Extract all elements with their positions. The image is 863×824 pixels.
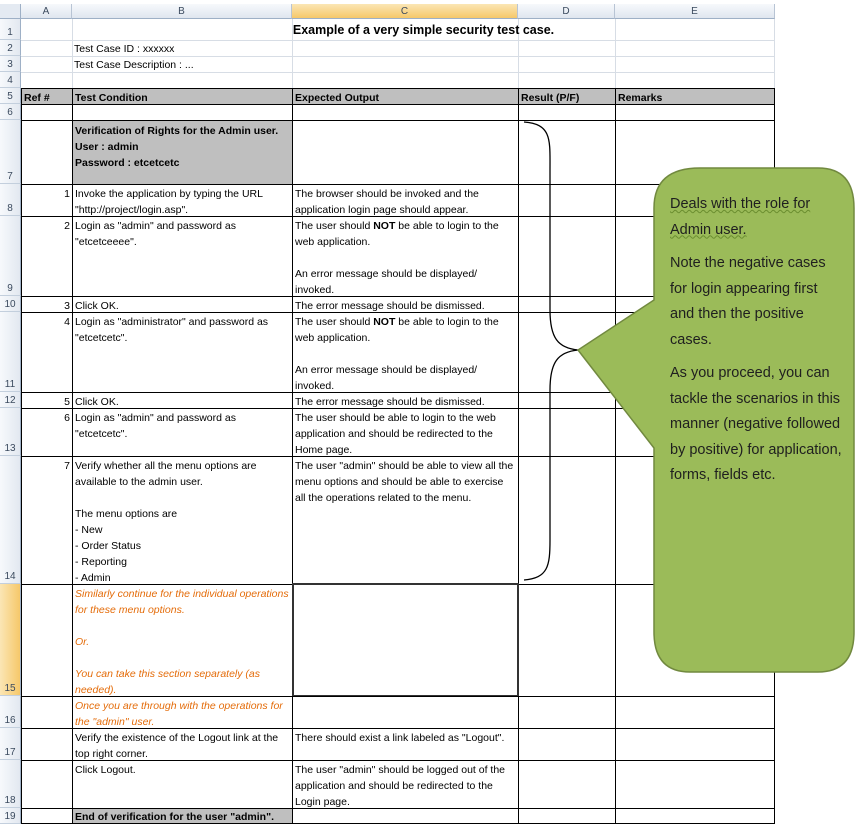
column-header-b[interactable]: B — [72, 4, 292, 19]
expected-text: The user should — [295, 220, 374, 232]
row-header[interactable]: 5 — [0, 88, 21, 104]
row-header[interactable]: 1 — [0, 19, 21, 40]
step-condition[interactable]: Verify whether all the menu options are available to the admin user. The menu options are - New - Order Status - Reporting - Admin — [72, 456, 293, 585]
header-remarks[interactable]: Remarks — [615, 88, 775, 105]
column-header-d[interactable]: D — [518, 4, 615, 19]
row-header[interactable]: 6 — [0, 104, 21, 120]
row-header[interactable]: 3 — [0, 56, 21, 72]
row-header[interactable]: 15 — [0, 584, 21, 696]
step-expected[interactable]: The error message should be dismissed. — [292, 296, 519, 313]
row-header[interactable]: 17 — [0, 728, 21, 760]
row-header[interactable]: 16 — [0, 696, 21, 728]
end-verification[interactable]: End of verification for the user "admin". — [72, 808, 293, 824]
click-logout-condition[interactable]: Click Logout. — [72, 760, 293, 809]
step-expected[interactable]: The error message should be dismissed. — [292, 392, 519, 409]
row-header[interactable]: 19 — [0, 808, 21, 824]
step-ref[interactable]: 5 — [21, 392, 73, 409]
expected-text: be able to login to the web application. An error message should be displayed/ invoked. — [295, 220, 499, 296]
callout-paragraph-2: Note the negative cases for login appearing first and then the positive cases. — [670, 255, 826, 348]
step-ref[interactable]: 2 — [21, 216, 73, 297]
step-condition[interactable]: Invoke the application by typing the URL "http://project/login.asp". — [72, 184, 293, 217]
header-result[interactable]: Result (P/F) — [518, 88, 616, 105]
section-admin[interactable]: Verification of Rights for the Admin user. User : admin Password : etcetcetc — [72, 120, 293, 185]
expected-text: be able to login to the web application. An error message should be displayed/ invoked. — [295, 316, 499, 392]
curly-brace — [524, 122, 578, 580]
logout-link-expected[interactable]: There should exist a link labeled as "Logout". — [292, 728, 519, 761]
row-header[interactable]: 18 — [0, 760, 21, 808]
column-header-c[interactable]: C — [292, 4, 518, 19]
click-logout-expected[interactable]: The user "admin" should be logged out of the application and should be redirected to the Login page. — [292, 760, 519, 809]
step-condition[interactable]: Click OK. — [72, 392, 293, 409]
step-expected[interactable]: The user "admin" should be able to view all the menu options and should be able to exercise all the operations related to the menu. — [292, 456, 519, 585]
continue-note[interactable]: Similarly continue for the individual operations for these menu options. Or. You can take this section separately (as needed). — [72, 584, 293, 697]
callout-paragraph-3: As you proceed, you can tackle the scenarios in this manner (negative followed by positive) for application, forms, fields etc. — [670, 365, 842, 483]
column-header-e[interactable]: E — [615, 4, 775, 19]
test-case-id[interactable]: Test Case ID : xxxxxx — [74, 43, 175, 55]
row-header[interactable]: 13 — [0, 408, 21, 456]
row-header[interactable]: 12 — [0, 392, 21, 408]
step-condition[interactable]: Login as "admin" and password as "etcetcetc". — [72, 408, 293, 457]
step-ref[interactable]: 3 — [21, 296, 73, 313]
callout-paragraph-1: Deals with the role for Admin user. — [670, 196, 811, 238]
step-ref[interactable]: 1 — [21, 184, 73, 217]
header-expected-output[interactable]: Expected Output — [292, 88, 519, 105]
step-ref[interactable]: 6 — [21, 408, 73, 457]
step-expected[interactable]: The browser should be invoked and the application login page should appear. — [292, 184, 519, 217]
expected-not: NOT — [373, 316, 396, 328]
header-ref[interactable]: Ref # — [21, 88, 73, 105]
row-header[interactable]: 7 — [0, 120, 21, 184]
once-through-note[interactable]: Once you are through with the operations for the "admin" user. — [72, 696, 293, 729]
row-header[interactable]: 8 — [0, 184, 21, 216]
row-header[interactable]: 2 — [0, 40, 21, 56]
row-header[interactable]: 11 — [0, 312, 21, 392]
callout-text — [670, 192, 845, 497]
row-header[interactable]: 14 — [0, 456, 21, 584]
column-header-a[interactable]: A — [21, 4, 72, 19]
row-header[interactable]: 9 — [0, 216, 21, 296]
sheet-title[interactable]: Example of a very simple security test case. — [292, 23, 555, 37]
header-test-condition[interactable]: Test Condition — [72, 88, 293, 105]
step-ref[interactable]: 4 — [21, 312, 73, 393]
row-header[interactable]: 10 — [0, 296, 21, 312]
step-expected[interactable]: The user should be able to login to the web application and should be redirected to the Home page. — [292, 408, 519, 457]
step-ref[interactable]: 7 — [21, 456, 73, 585]
row-header[interactable]: 4 — [0, 72, 21, 88]
test-case-description[interactable]: Test Case Description : ... — [74, 59, 194, 71]
expected-text: The user should — [295, 316, 374, 328]
step-condition[interactable]: Login as "admin" and password as "etcetceeee". — [72, 216, 293, 297]
expected-not: NOT — [373, 220, 396, 232]
logout-link-condition[interactable]: Verify the existence of the Logout link at the top right corner. — [72, 728, 293, 761]
step-condition[interactable]: Click OK. — [72, 296, 293, 313]
step-condition[interactable]: Login as "administrator" and password as "etcetcetc". — [72, 312, 293, 393]
